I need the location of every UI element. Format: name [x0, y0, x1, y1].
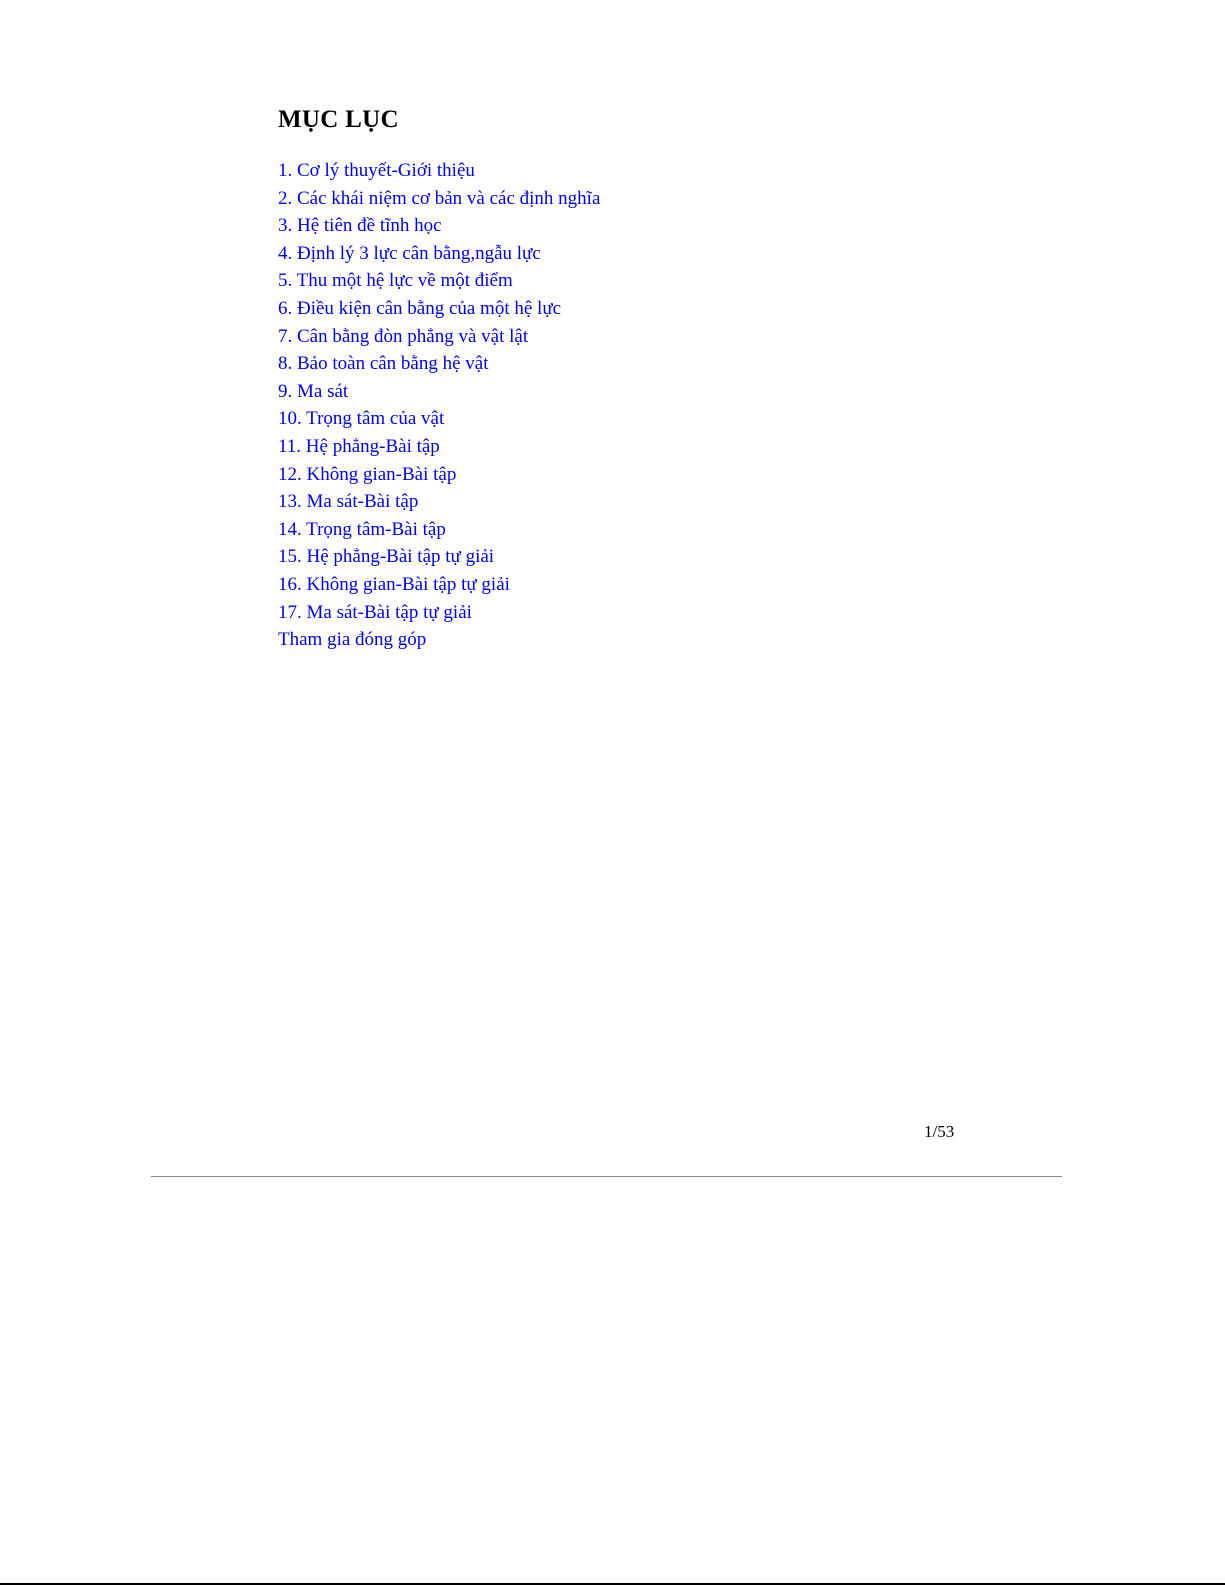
toc-item: [278, 295, 600, 323]
toc-link-13[interactable]: 13. Ma sát-Bài tập: [278, 491, 419, 513]
toc-item: [278, 212, 600, 240]
toc-link-11[interactable]: 11. Hệ phẳng-Bài tập: [278, 435, 440, 457]
toc-item: [278, 599, 600, 627]
toc-title: MỤC LỤC: [278, 106, 399, 133]
toc-link-10[interactable]: 10. Trọng tâm của vật: [278, 408, 445, 430]
toc-item: [278, 543, 600, 571]
toc-link-16[interactable]: 16. Không gian-Bài tập tự giải: [278, 573, 510, 595]
toc-link-5[interactable]: 5. Thu một hệ lực về một điểm: [278, 270, 513, 292]
toc-link-9[interactable]: 9. Ma sát: [278, 380, 349, 402]
toc-item: [278, 157, 600, 185]
toc-item: [278, 433, 600, 461]
toc-link-4[interactable]: 4. Định lý 3 lực cân bằng,ngẫu lực: [278, 242, 541, 264]
toc-link-8[interactable]: 8. Bảo toàn cân bằng hệ vật: [278, 353, 489, 375]
toc-link-17[interactable]: 17. Ma sát-Bài tập tự giải: [278, 601, 472, 623]
toc-item: [278, 267, 600, 295]
page-number: 1/53: [924, 1122, 955, 1141]
toc-link-14[interactable]: 14. Trọng tâm-Bài tập: [278, 518, 446, 540]
toc-link-3[interactable]: 3. Hệ tiên đề tĩnh học: [278, 215, 442, 237]
toc-item: [278, 185, 600, 213]
toc-item: [278, 516, 600, 544]
toc-link-2[interactable]: 2. Các khái niệm cơ bản và các định nghĩa: [278, 187, 601, 209]
toc-item: [278, 323, 600, 351]
toc-link-7[interactable]: 7. Cân bằng đòn phẳng và vật lật: [278, 325, 529, 347]
toc-link-contribute[interactable]: Tham gia đóng góp: [278, 629, 427, 651]
toc-item: [278, 350, 600, 378]
toc-item: [278, 461, 600, 489]
toc-link-6[interactable]: 6. Điều kiện cân bằng của một hệ lực: [278, 297, 562, 319]
toc-link-1[interactable]: 1. Cơ lý thuyết-Giới thiệu: [278, 160, 475, 181]
page-separator: [151, 1176, 1062, 1177]
toc-item: [278, 405, 600, 433]
toc-link-12[interactable]: 12. Không gian-Bài tập: [278, 463, 457, 485]
toc-list: [278, 157, 600, 654]
toc-item: [278, 488, 600, 516]
toc-link-15[interactable]: 15. Hệ phẳng-Bài tập tự giải: [278, 546, 495, 568]
toc-item: [278, 626, 600, 654]
toc-item: [278, 571, 600, 599]
toc-item: [278, 240, 600, 268]
toc-item: [278, 378, 600, 406]
